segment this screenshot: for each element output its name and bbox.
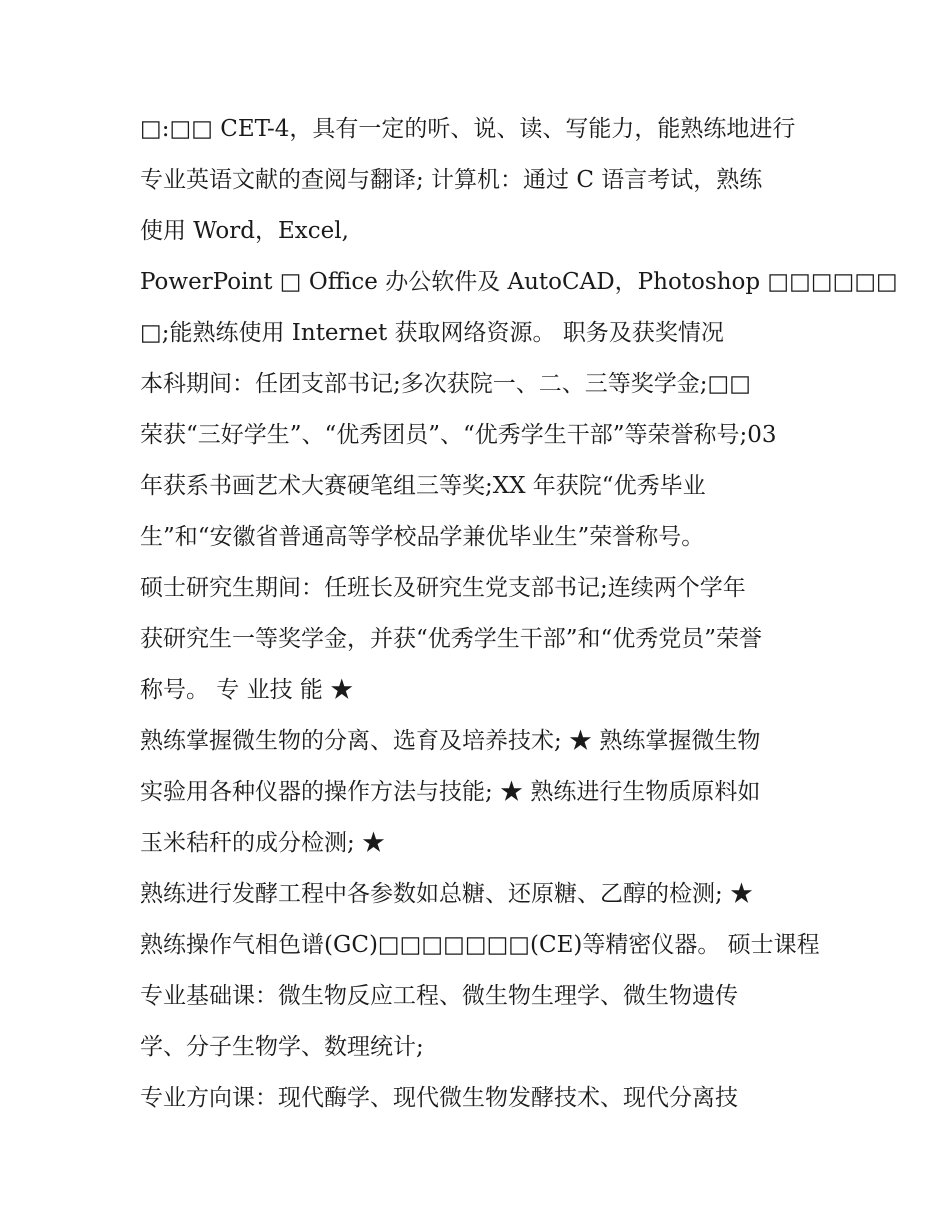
text-line: 硕士研究生期间：任班长及研究生党支部书记;连续两个学年 bbox=[140, 575, 746, 601]
text-line: 称号。 专 业技 能 ★ bbox=[140, 677, 354, 703]
text-line: 专业英语文献的查阅与翻译; 计算机：通过 C 语言考试，熟练 bbox=[140, 167, 763, 193]
text-line: □;能熟练使用 Internet 获取网络资源。 职务及获奖情况 bbox=[140, 320, 724, 346]
text-line: 熟练操作气相色谱(GC)□□□□□□□(CE)等精密仪器。 硕士课程 bbox=[140, 932, 820, 958]
text-line: 年获系书画艺术大赛硬笔组三等奖;XX 年获院“优秀毕业 bbox=[140, 473, 706, 499]
text-line: 专业基础课：微生物反应工程、微生物生理学、微生物遗传 bbox=[140, 983, 738, 1009]
text-line: 学、分子生物学、数理统计; bbox=[140, 1034, 424, 1060]
text-line: 熟练进行发酵工程中各参数如总糖、还原糖、乙醇的检测; ★ bbox=[140, 881, 754, 907]
text-line: PowerPoint □ Office 办公软件及 AutoCAD，Photoshop □□□□□□ bbox=[140, 269, 898, 295]
text-line: 熟练掌握微生物的分离、选育及培养技术; ★ 熟练掌握微生物 bbox=[140, 728, 761, 754]
text-line: 使用 Word，Excel, bbox=[140, 218, 349, 244]
text-line: 生”和“安徽省普通高等学校品学兼优毕业生”荣誉称号。 bbox=[140, 524, 705, 550]
text-line: 实验用各种仪器的操作方法与技能; ★ 熟练进行生物质原料如 bbox=[140, 779, 761, 805]
text-line: 本科期间：任团支部书记;多次获院一、二、三等奖学金;□□ bbox=[140, 371, 751, 397]
text-line: 专业方向课：现代酶学、现代微生物发酵技术、现代分离技 bbox=[140, 1085, 738, 1111]
text-line: □:□□ CET-4，具有一定的听、说、读、写能力，能熟练地进行 bbox=[140, 116, 796, 142]
body-text bbox=[140, 104, 898, 1124]
text-line: 获研究生一等奖学金，并获“优秀学生干部”和“优秀党员”荣誉 bbox=[140, 626, 763, 652]
text-line: 荣获“三好学生”、“优秀团员”、“优秀学生干部”等荣誉称号;03 bbox=[140, 422, 777, 448]
text-line: 玉米秸秆的成分检测; ★ bbox=[140, 830, 386, 856]
